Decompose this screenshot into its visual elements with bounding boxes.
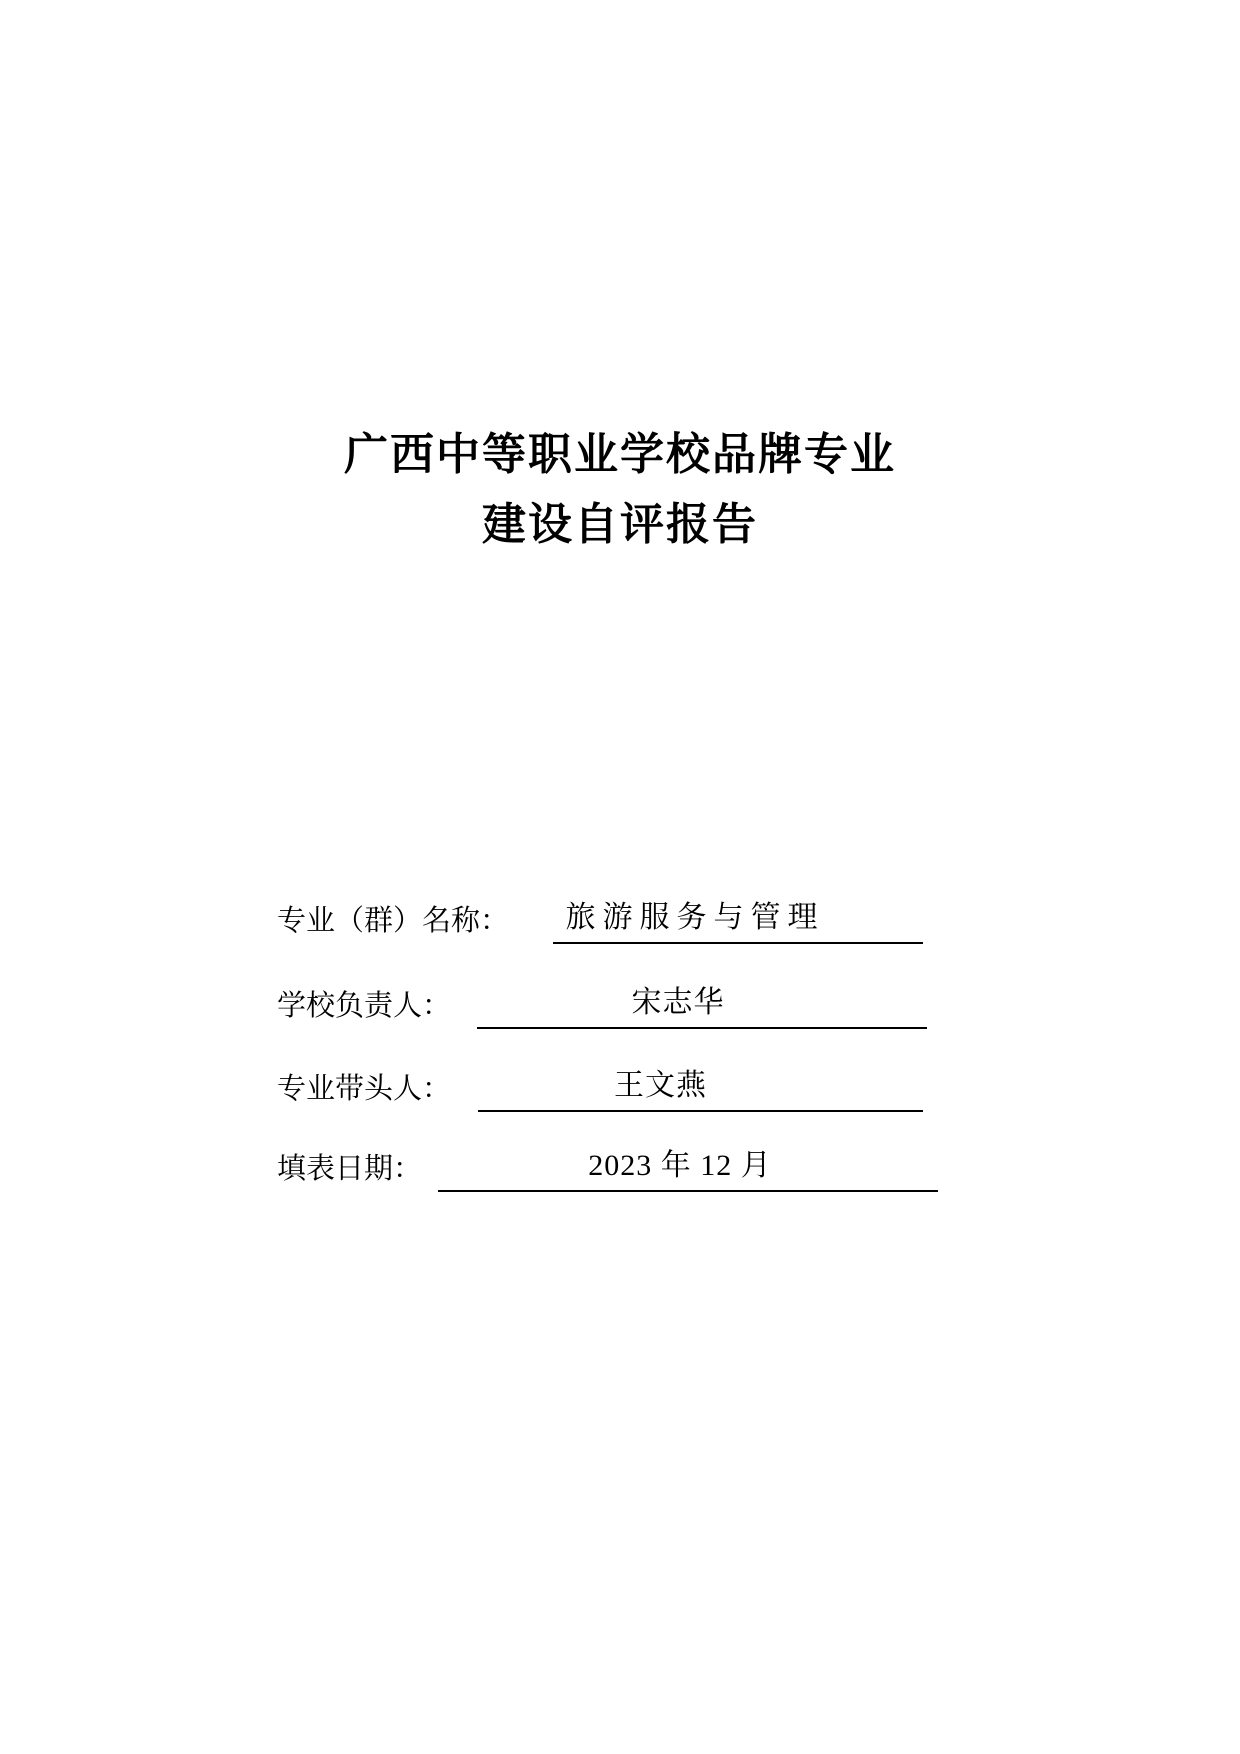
document-title: [0, 420, 1240, 560]
major-name-value-underline: 旅游服务与管理: [553, 896, 923, 944]
field-row-school-principal: [277, 983, 927, 1029]
document-title-line2: 建设自评报告: [482, 500, 758, 549]
major-leader-value-underline: 王文燕: [478, 1064, 923, 1112]
fill-date-label: 填表日期：: [277, 1153, 423, 1185]
major-leader-label: 专业带头人：: [277, 1073, 452, 1105]
school-principal-label: 学校负责人：: [277, 990, 452, 1022]
field-row-major-name: [277, 898, 923, 944]
fill-date-value-underline: 2023 年 12 月: [438, 1144, 938, 1192]
document-title-line1: 广西中等职业学校品牌专业: [344, 430, 896, 479]
school-principal-value-underline: 宋志华: [477, 981, 927, 1029]
major-name-label: 专业（群）名称：: [277, 905, 510, 937]
field-row-fill-date: [277, 1146, 938, 1192]
field-row-major-leader: [277, 1066, 923, 1112]
